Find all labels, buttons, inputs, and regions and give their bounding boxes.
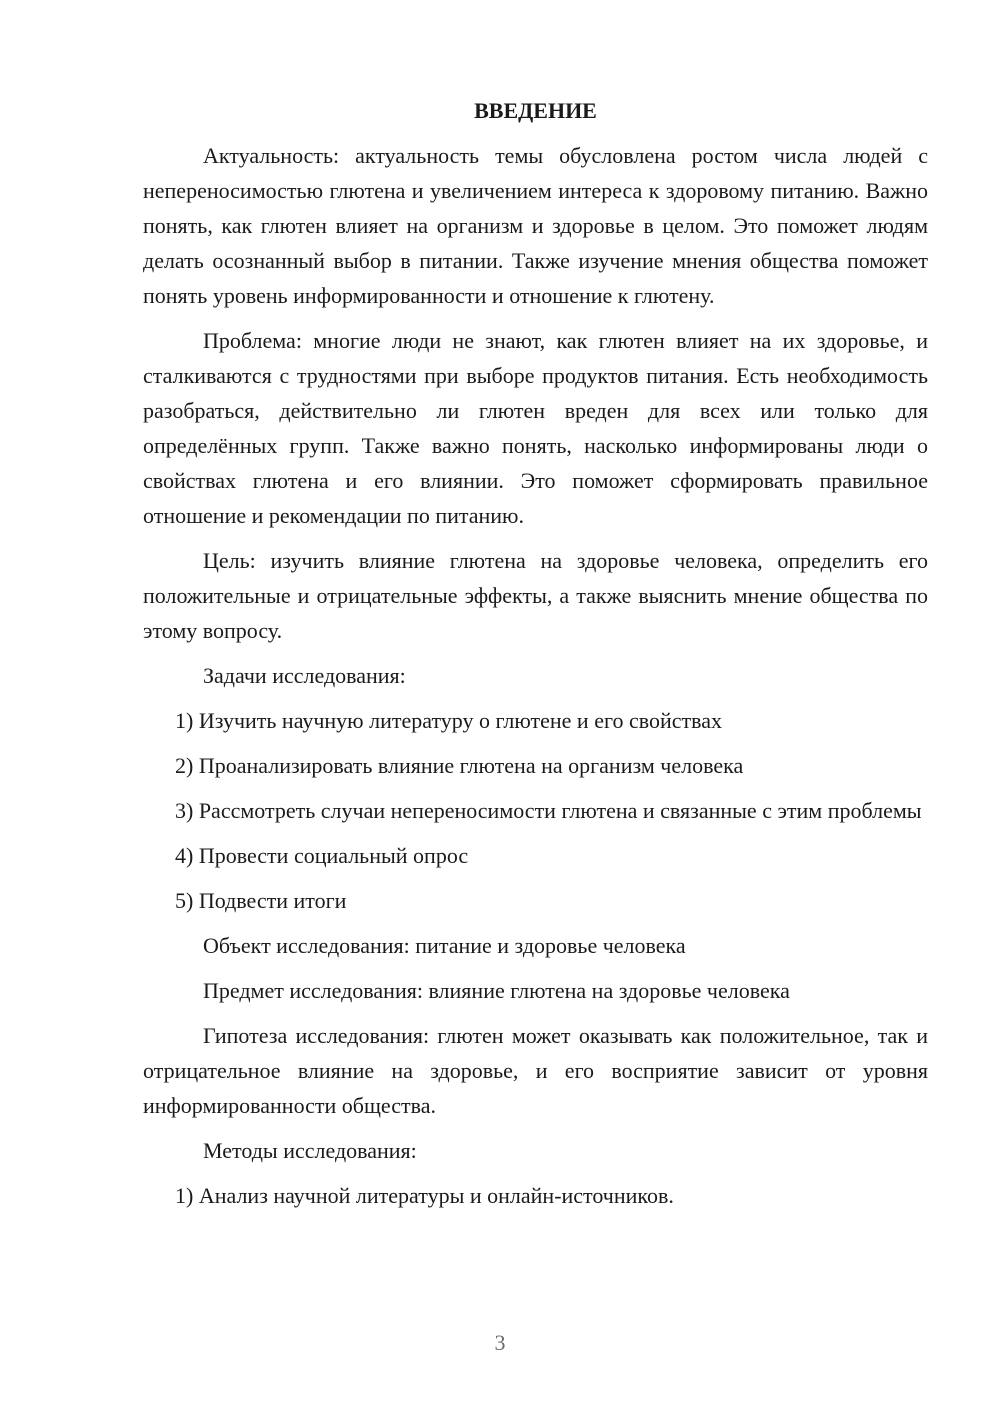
methods-heading: Методы исследования:: [203, 1138, 417, 1163]
tasks-heading: Задачи исследования:: [203, 663, 406, 688]
object-line: Объект исследования: питание и здоровье человека: [203, 933, 686, 958]
problem-paragraph: Проблема: многие люди не знают, как глютен влияет на их здоровье, и сталкиваются с трудностями при выборе продуктов питания. Есть необходимость разобраться, действительно ли глютен вреден для всех или только для определённых групп. Также важно понять, насколько информированы люди о свойствах глютена и его влиянии. Это поможет сформировать правильное отношение и рекомендации по питанию.: [143, 328, 928, 528]
relevance-paragraph: Актуальность: актуальность темы обусловлена ростом числа людей с непереносимостью глютена и увеличением интереса к здоровому питанию. Важно понять, как глютен влияет на организм и здоровье в целом. Это поможет людям делать осознанный выбор в питании. Также изучение мнения общества поможет понять уровень информированности и отношение к глютену.: [143, 143, 928, 308]
task-item: 2) Проанализировать влияние глютена на организм человека: [175, 753, 744, 778]
method-item: 1) Анализ научной литературы и онлайн-источников.: [175, 1183, 674, 1208]
task-item: 5) Подвести итоги: [175, 888, 347, 913]
task-item: 3) Рассмотреть случаи непереносимости глютена и связанные с этим проблемы: [175, 798, 922, 823]
task-item: 1) Изучить научную литературу о глютене и его свойствах: [175, 708, 722, 733]
hypothesis-paragraph: Гипотеза исследования: глютен может оказывать как положительное, так и отрицательное влияние на здоровье, и его восприятие зависит от уровня информированности общества.: [143, 1023, 928, 1118]
task-item: 4) Провести социальный опрос: [175, 843, 469, 868]
goal-paragraph: Цель: изучить влияние глютена на здоровье человека, определить его положительные и отрицательные эффекты, а также выяснить мнение общества по этому вопросу.: [143, 548, 928, 643]
page-number: 3: [494, 1330, 506, 1355]
subject-line: Предмет исследования: влияние глютена на здоровье человека: [203, 978, 790, 1003]
page-title: ВВЕДЕНИЕ: [474, 98, 597, 123]
document-page: [143, 96, 928, 1223]
